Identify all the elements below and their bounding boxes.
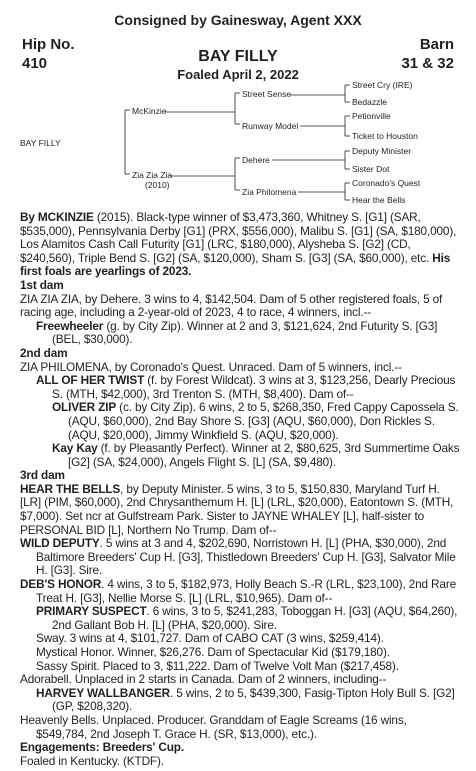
second-dam-heading: 2nd dam xyxy=(20,345,68,360)
foal-record: (f. by Pleasantly Perfect). Winner at 2, $80,625, 3rd Summertime Oaks [G2] (SA, $24,000), Angels Flight S. [L] (SA, $9,480). xyxy=(68,441,460,469)
foal-record: (g. by City Zip). Winner at 2 and 3, $121,624, 2nd Futurity S. [G3] (BEL, $30,000). xyxy=(52,318,438,347)
foal-name: HARVEY WALLBANGER xyxy=(36,685,171,700)
pedigree-dam-year: (2010) xyxy=(145,180,170,190)
third-dam-foal xyxy=(20,578,460,605)
second-dam-grandfoal xyxy=(20,442,460,469)
pedigree-sire-sire: Street Sense xyxy=(242,89,292,99)
foal-name: DEB'S HONOR xyxy=(20,577,102,592)
foal-record: . 5 wins at 3 and 4, $202,690, Norristown H. [L] (PHA, $30,000), 2nd Baltimore Breeders' Cup H. [G3], Thistledown Breeders' Cup H. [G3], Salvator Mile H. [G3]. Sire. xyxy=(36,536,456,578)
third-dam-grandfoal: Sway. 3 wins at 4, $101,727. Dam of CABO CAT (3 wins, $259,414). xyxy=(36,631,384,646)
third-dam-heading: 3rd dam xyxy=(20,468,65,483)
foal-record: . 5 wins, 2 to 5, $439,300, Fasig-Tipton Holy Bull S. [G2] (GP, $208,320). xyxy=(52,685,455,714)
pedigree-dam-dam: Zia Philomena xyxy=(242,187,297,197)
engagements: Engagements: Breeders' Cup. xyxy=(20,740,184,755)
third-dam-grandfoal xyxy=(20,605,460,632)
foal-record: (f. by Forest Wildcat). 3 wins at 3, $123,256, Dearly Precious S. (MTH, $42,000), 3rd Trenton S. (MTH, $8,400). Dam of-- xyxy=(52,373,456,401)
pedigree-chart xyxy=(0,78,476,208)
third-dam-grandfoal: Mystical Honor. Winner, $26,276. Dam of Spectacular Kid ($179,180). xyxy=(36,645,390,659)
pedigree-dam-sire: Dehere xyxy=(242,155,270,165)
pedigree-dam: Zia Zia Zia xyxy=(132,170,173,180)
third-dam-foal xyxy=(20,537,460,578)
foal-record: (c. by City Zip). 6 wins, 2 to 5, $268,350, Fred Cappy Capossela S. (AQU, $60,000), 2nd Bay Shore S. [G3] (AQU, $60,000), Don Rickles S. (AQU, $20,000), Jimmy Winkfield S. (AQU, $20,000). xyxy=(68,400,459,442)
third-dam-foal: Heavenly Bells. Unplaced. Producer. Granddam of Eagle Screams (16 wins, $549,784, 2nd Joseph T. Grace H. (SR, $13,000), etc.). xyxy=(20,712,407,741)
third-dam-record: , by Deputy Minister. 5 wins, 3 to 5, $150,830, Maryland Turf H. [LR] (PIM, $60,000), 2nd Chrysanthemum H. [L] (LRL, $20,000), Eatontown S. (MTH, $7,000). Set ncr at Gulfstream Park. Sister to JAYNE WHALEY [L], half-sister to PERSONAL BID [L], Northern No Trump. Dam of-- xyxy=(20,481,454,537)
foal-name: WILD DEPUTY xyxy=(20,536,100,551)
barn-number: 31 & 32 xyxy=(401,55,454,72)
third-dam-grandfoal: Sassy Spirit. Placed to 3, $11,222. Dam of Twelve Volt Man ($217,458). xyxy=(36,658,399,673)
sire-paragraph xyxy=(20,211,460,279)
pedigree-sire-dam: Runway Model xyxy=(242,121,299,131)
third-dam-grandfoal xyxy=(20,687,460,714)
catalog-body xyxy=(20,211,460,768)
pedigree-dd-dam: Hear the Bells xyxy=(352,195,406,205)
third-dam-line xyxy=(20,483,460,537)
pedigree-ds-dam: Sister Dot xyxy=(352,164,390,174)
pedigree-sd-sire: Petionville xyxy=(352,111,391,121)
pedigree-subject: BAY FILLY xyxy=(20,138,61,148)
consignor-line: Consigned by Gainesway, Agent XXX xyxy=(114,12,362,28)
pedigree-sire: McKinzie xyxy=(132,106,167,116)
pedigree-dd-sire: Coronado's Quest xyxy=(352,178,421,188)
hip-number: 410 xyxy=(22,55,48,72)
pedigree-ds-sire: Deputy Minister xyxy=(352,146,412,156)
second-dam-foal xyxy=(20,374,460,401)
first-dam-heading: 1st dam xyxy=(20,277,64,292)
barn-label: Barn xyxy=(419,36,454,53)
hip-label: Hip No. xyxy=(22,36,75,53)
foaled-in: Foaled in Kentucky. (KTDF). xyxy=(20,753,164,768)
foaled-date: Foaled April 2, 2022 xyxy=(177,67,299,82)
pedigree-ss-sire: Street Cry (IRE) xyxy=(352,80,413,90)
foal-name: Kay Kay xyxy=(52,441,98,456)
foal-name: Freewheeler xyxy=(36,318,104,333)
foal-record: . 6 wins, 3 to 5, $241,283, Toboggan H. [G3] (AQU, $64,260), 2nd Gallant Bob H. [L] (PHA, $20,000). Sire. xyxy=(52,604,458,632)
pedigree-lines xyxy=(0,78,476,208)
third-dam-foal: Adorabell. Unplaced in 2 starts in Canada. Dam of 2 winners, including-- xyxy=(20,672,387,687)
horse-description: BAY FILLY xyxy=(198,48,278,65)
foal-name: ALL OF HER TWIST xyxy=(36,373,145,388)
sire-first-foals: His first foals are yearlings of 2023. xyxy=(20,250,451,279)
sire-name: By MCKINZIE xyxy=(20,210,94,224)
first-dam-line: ZIA ZIA ZIA, by Dehere. 3 wins to 4, $142,504. Dam of 5 other registered foals, 5 of racing age, including a 2-year-old of 2023, 4 to race, 4 winners, incl.-- xyxy=(20,291,443,320)
second-dam-line: ZIA PHILOMENA, by Coronado's Quest. Unraced. Dam of 5 winners, incl.-- xyxy=(20,359,402,374)
foal-record: . 4 wins, 3 to 5, $182,973, Holly Beach S.-R (LRL, $23,100), 2nd Rare Treat H. [G3], Nellie Morse S. [L] (LRL, $10,965). Dam of-- xyxy=(36,577,457,605)
foal-name: PRIMARY SUSPECT xyxy=(36,604,147,619)
foal-name: OLIVER ZIP xyxy=(52,400,117,415)
pedigree-sd-dam: Ticket to Houston xyxy=(352,131,418,141)
third-dam-name: HEAR THE BELLS xyxy=(20,481,121,496)
second-dam-grandfoal xyxy=(20,401,460,442)
first-dam-foal xyxy=(20,320,460,347)
pedigree-ss-dam: Bedazzle xyxy=(352,97,387,107)
sire-record: (2015). Black-type winner of $3,473,360, Whitney S. [G1] (SAR, $535,000), Pennsylvania Derby [G1] (PRX, $556,000), Malibu S. [G1] (SA, $180,000), Los Alamitos Cash Call Futurity [G1] (LRC, $180,000), Alysheba S. [G2] (CD, $240,560), Triple Bend S. [G2] (SA, $120,000), Sham S. [G3] (SA, $60,000), etc. xyxy=(20,210,457,265)
